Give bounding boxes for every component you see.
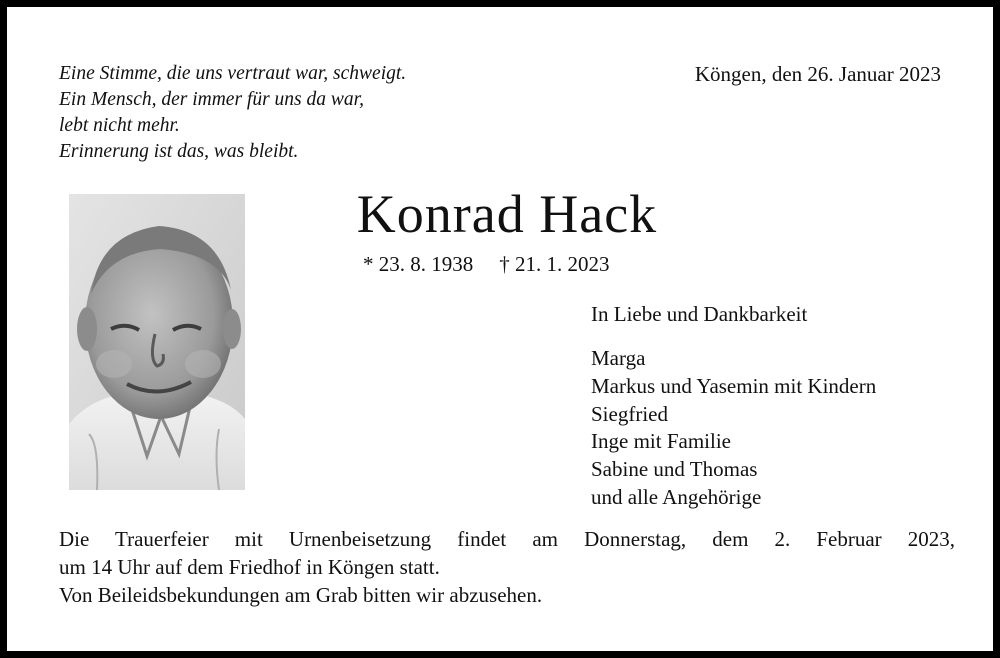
birth-date: * 23. 8. 1938 — [363, 252, 474, 276]
poem-line: Ein Mensch, der immer für uns da war, — [59, 89, 364, 110]
poem-line: lebt nicht mehr. — [59, 115, 180, 136]
mourner-name: Sabine und Thomas — [591, 457, 758, 482]
poem-line: Erinnerung ist das, was bleibt. — [59, 141, 299, 162]
funeral-info-line: um 14 Uhr auf dem Friedhof in Köngen statt. — [59, 555, 440, 579]
funeral-info — [59, 525, 955, 609]
deceased-name: Konrad Hack — [356, 184, 658, 244]
mourner-name: Inge mit Familie — [591, 429, 731, 454]
life-dates — [363, 250, 610, 278]
mourners-intro: In Liebe und Dankbarkeit — [591, 302, 808, 326]
mourner-name: Marga — [591, 346, 646, 370]
mourner-name: Siegfried — [591, 401, 668, 426]
memorial-poem — [59, 61, 406, 165]
death-date: † 21. 1. 2023 — [499, 252, 610, 276]
funeral-info-line: Die Trauerfeier mit Urnenbeisetzung findet am Donnerstag, dem 2. Februar 2023, — [59, 527, 955, 551]
mourners-list — [591, 345, 876, 512]
poem-line: Eine Stimme, die uns vertraut war, schweigt. — [59, 63, 407, 84]
mourner-name: und alle Angehörige — [591, 484, 762, 509]
place-date: Köngen, den 26. Januar 2023 — [694, 62, 941, 86]
funeral-info-line: Von Beileidsbekundungen am Grab bitten wir abzusehen. — [59, 583, 543, 607]
mourner-name: Markus und Yasemin mit Kindern — [591, 373, 877, 398]
